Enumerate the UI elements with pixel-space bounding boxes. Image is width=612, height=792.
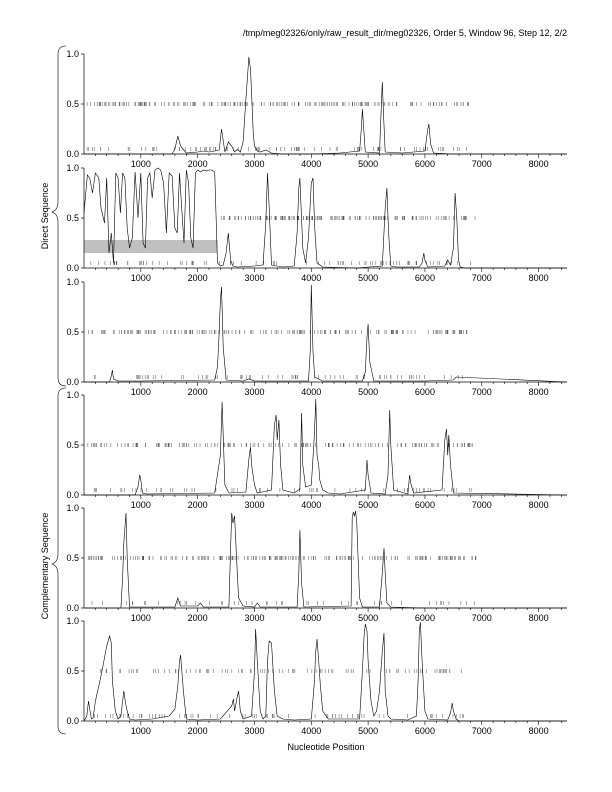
y-tick-label: 0.0 [66, 149, 79, 159]
x-tick-label: 1000 [130, 726, 151, 736]
figure-header: /tmp/meg02326/only/raw_result_dir/meg02326, Order 5, Window 96, Step 12, 2/2 [242, 28, 567, 38]
y-tick-label: 0.0 [66, 263, 79, 273]
x-axis-label: Nucleotide Position [287, 742, 365, 752]
y-tick-label: 0.5 [66, 213, 79, 223]
y-tick-label: 0.5 [66, 440, 79, 450]
x-tick-label: 2000 [187, 159, 208, 169]
y-tick-label: 0.0 [66, 377, 79, 387]
y-tick-label: 1.0 [66, 277, 79, 287]
x-tick-label: 1000 [130, 159, 151, 169]
x-tick-label: 5000 [358, 613, 379, 623]
y-tick-label: 0.5 [66, 666, 79, 676]
x-tick-label: 4000 [301, 500, 322, 510]
x-tick-label: 8000 [528, 387, 549, 397]
group-label-direct: Direct Sequence [40, 182, 50, 250]
x-tick-label: 7000 [471, 387, 492, 397]
x-tick-label: 8000 [528, 613, 549, 623]
x-tick-label: 4000 [301, 726, 322, 736]
x-tick-label: 2000 [187, 726, 208, 736]
y-tick-label: 0.0 [66, 716, 79, 726]
x-tick-label: 6000 [414, 273, 435, 283]
x-tick-label: 4000 [301, 613, 322, 623]
y-tick-label: 1.0 [66, 163, 79, 173]
y-tick-label: 0.5 [66, 553, 79, 563]
x-tick-label: 5000 [358, 387, 379, 397]
x-tick-label: 5000 [358, 159, 379, 169]
x-tick-label: 8000 [528, 726, 549, 736]
x-tick-label: 6000 [414, 726, 435, 736]
panel-5 [66, 503, 567, 623]
x-tick-label: 8000 [528, 500, 549, 510]
x-tick-label: 2000 [187, 273, 208, 283]
x-tick-label: 5000 [358, 273, 379, 283]
y-tick-label: 0.5 [66, 327, 79, 337]
panel-2 [66, 163, 567, 283]
x-tick-label: 6000 [414, 387, 435, 397]
y-tick-label: 1.0 [66, 49, 79, 59]
x-tick-label: 1000 [130, 273, 151, 283]
y-tick-label: 1.0 [66, 390, 79, 400]
y-tick-label: 1.0 [66, 616, 79, 626]
x-tick-label: 7000 [471, 500, 492, 510]
x-tick-label: 3000 [244, 387, 265, 397]
x-tick-label: 1000 [130, 387, 151, 397]
x-tick-label: 2000 [187, 613, 208, 623]
x-tick-label: 1000 [130, 500, 151, 510]
panels [66, 49, 567, 736]
y-tick-label: 0.5 [66, 99, 79, 109]
panel-4 [66, 390, 567, 510]
series-line [84, 622, 567, 721]
x-tick-label: 8000 [528, 273, 549, 283]
x-tick-label: 7000 [471, 726, 492, 736]
x-tick-label: 3000 [244, 500, 265, 510]
x-tick-label: 3000 [244, 273, 265, 283]
x-tick-label: 2000 [187, 387, 208, 397]
x-tick-label: 4000 [301, 387, 322, 397]
x-tick-label: 4000 [301, 273, 322, 283]
panel-1 [66, 49, 567, 169]
y-tick-label: 1.0 [66, 503, 79, 513]
x-tick-label: 5000 [358, 500, 379, 510]
panel-6 [66, 616, 567, 736]
x-tick-label: 3000 [244, 159, 265, 169]
x-tick-label: 8000 [528, 159, 549, 169]
x-tick-label: 2000 [187, 500, 208, 510]
series-line [84, 511, 567, 608]
x-tick-label: 6000 [414, 613, 435, 623]
series-line [84, 57, 567, 154]
y-tick-label: 0.0 [66, 603, 79, 613]
x-tick-label: 7000 [471, 159, 492, 169]
x-tick-label: 1000 [130, 613, 151, 623]
x-tick-label: 7000 [471, 613, 492, 623]
group-label-complementary: Complementary Sequence [40, 512, 50, 620]
group-brace-direct [52, 46, 66, 386]
highlight-band [84, 240, 218, 253]
x-tick-label: 6000 [414, 500, 435, 510]
x-tick-label: 4000 [301, 159, 322, 169]
y-tick-label: 0.0 [66, 490, 79, 500]
group-brace-complementary [52, 388, 66, 734]
panel-3 [66, 277, 567, 397]
x-tick-label: 3000 [244, 726, 265, 736]
x-tick-label: 6000 [414, 159, 435, 169]
x-tick-label: 7000 [471, 273, 492, 283]
x-tick-label: 3000 [244, 613, 265, 623]
x-tick-label: 5000 [358, 726, 379, 736]
